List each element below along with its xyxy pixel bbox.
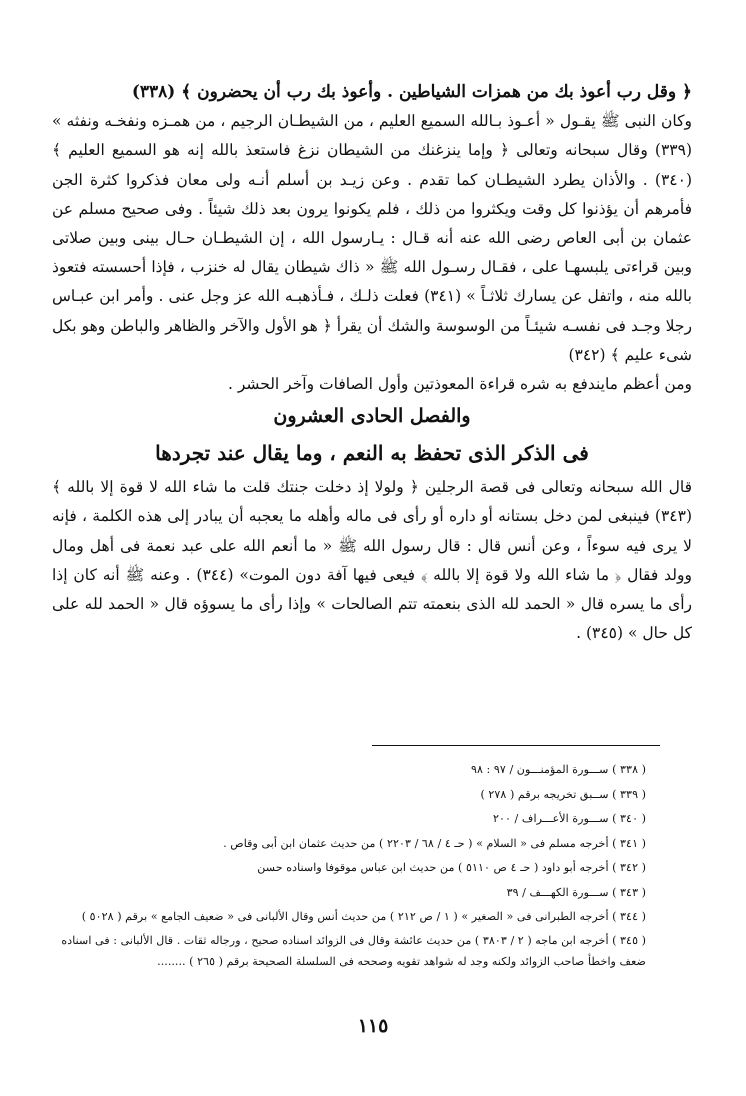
- body-paragraph-closing: ومن أعظم مايندفع به شره قراءة المعوذتين وأول الصافات وآخر الحشر .: [227, 375, 692, 394]
- section-paragraph: قال الله سبحانه وتعالى فى قصة الرجلين ﴿ ولولا إذ دخلت جنتك قلت ما شاء الله لا قوة إلا بالله ﴾ (٣٤٣) فينبغى لمن دخل بستانه أو داره أو رأى فى ماله وأهله ما يعجبه أن يبادر إلى هذه الكلمة ، فإنه لا يرى فيه سوءاً ، وعن أنس قال : قال رسول الله ﷺ « ما أنعم الله على عبد نعمة فى أهل ومال وولد فقال ﴿ ما شاء الله ولا قوة إلا بالله ﴾ فيعى فيها آفة دون الموت» (٣٤٤) . وعنه ﷺ أنه كان إذا رأى ما يسره قال « الحمد لله الذى بنعمته تتم الصالحات » وإذا رأى ما يسوؤه قال « الحمد لله على كل حال » (٣٤٥) .: [52, 478, 692, 643]
- footnote: ( ٣٤١ ) أخرجه مسلم فى « السلام » ( حـ ٤ / ٦٨ / ٢٢٠٣ ) من حديث عثمان ابن أبى وقاص .: [223, 836, 646, 850]
- footnote: ( ٣٤٠ ) ســـورة الأعـــراف / ٢٠٠: [492, 812, 646, 825]
- footnote: ( ٣٣٩ ) ســبق تخريجه برقم ( ٢٧٨ ): [480, 787, 646, 801]
- chapter-heading: والفصل الحادى العشرون: [273, 405, 471, 428]
- footnote: ( ٣٣٨ ) ســـورة المؤمنـــون / ٩٧ : ٩٨: [470, 763, 646, 776]
- footnote: ( ٣٤٢ ) أخرجه أبو داود ( حـ ٤ ص ٥١١٠ ) من حديث ابن عباس موقوفا واسناده حسن: [257, 861, 646, 874]
- footnote: ( ٣٤٤ ) أخرجه الطبرانى فى « الصغير » ( ١ / ص ٢١٢ ) من حديث أنس وقال الألبانى فى « ضعيف الجامع » برقم ( ٥٠٢٨ ): [81, 910, 646, 923]
- footnotes: [48, 758, 646, 972]
- footnote: ( ٣٤٥ ) أخرجه ابن ماجه ( ٢ / ٣٨٠٣ ) من حديث عائشة وقال فى الزوائد اسناده صحيح ، ورجاله ثقات . قال الألبانى : فى اسناده ضعف واخطأ صاحب الزوائد ولكنه وجد له شواهد تقويه وصححه فى السلسلة الصحيحة برقم ( ٢٦٥ ) ........: [61, 933, 646, 968]
- footnote: ( ٣٤٣ ) ســـورة الكهـــف / ٣٩: [506, 885, 646, 899]
- body-paragraph: وكان النبى ﷺ يقـول « أعـوذ بـالله السميع العليم ، من الشيطـان الرجيم ، من همـزه ونفخـه ونفثه » (٣٣٩) وقال سبحانه وتعالى ﴿ وإما ينزغنك من الشيطان نزغ فاستعذ بالله إنه هو السميع العليم ﴾ (٣٤٠) . والأذان يطرد الشيطـان كما تقدم . وعن زيـد بن أسلم أنـه ولى معان فذكروا كثرة الجن فأمرهم أن يؤذنوا كل وقت ويكثروا من ذلك ، فلم يكونوا يرون بعد ذلك شيئاً . وفى صحيح مسلم عن عثمان بن أبى العاص رضى الله عنه أنه قـال : يـارسول الله ، إن الشيطـان حـال بينى وبين صلاتى وبين قراءتى يلبسهـا على ، فقـال رسـول الله ﷺ « ذاك شيطان يقال له خنزب ، فإذا أحسسته فتعوذ بالله منه ، واتفل عن يسارك ثلاثـاً » (٣٤١) فعلت ذلـك ، فـأذهبـه الله عز وجل عنى . وأمر ابن عبـاس رجلا وجـد فى نفسـه شيئـاً من الوسوسة والشك أن يقرأ ﴿ هو الأول والآخر والظاهر والباطن وهو بكل شىء عليم ﴾ (٣٤٢): [52, 112, 692, 364]
- footnote-divider: [372, 745, 660, 746]
- main-text: [52, 78, 692, 648]
- page-number: ١١٥: [357, 1015, 389, 1037]
- chapter-subheading: فى الذكر الذى تحفظ به النعم ، وما يقال عند تجردها: [155, 441, 589, 466]
- quran-verse-paragraph: ﴿ وقل رب أعوذ بك من همزات الشياطين . وأعوذ بك رب أن يحضرون ﴾ (٣٣٨): [131, 82, 692, 102]
